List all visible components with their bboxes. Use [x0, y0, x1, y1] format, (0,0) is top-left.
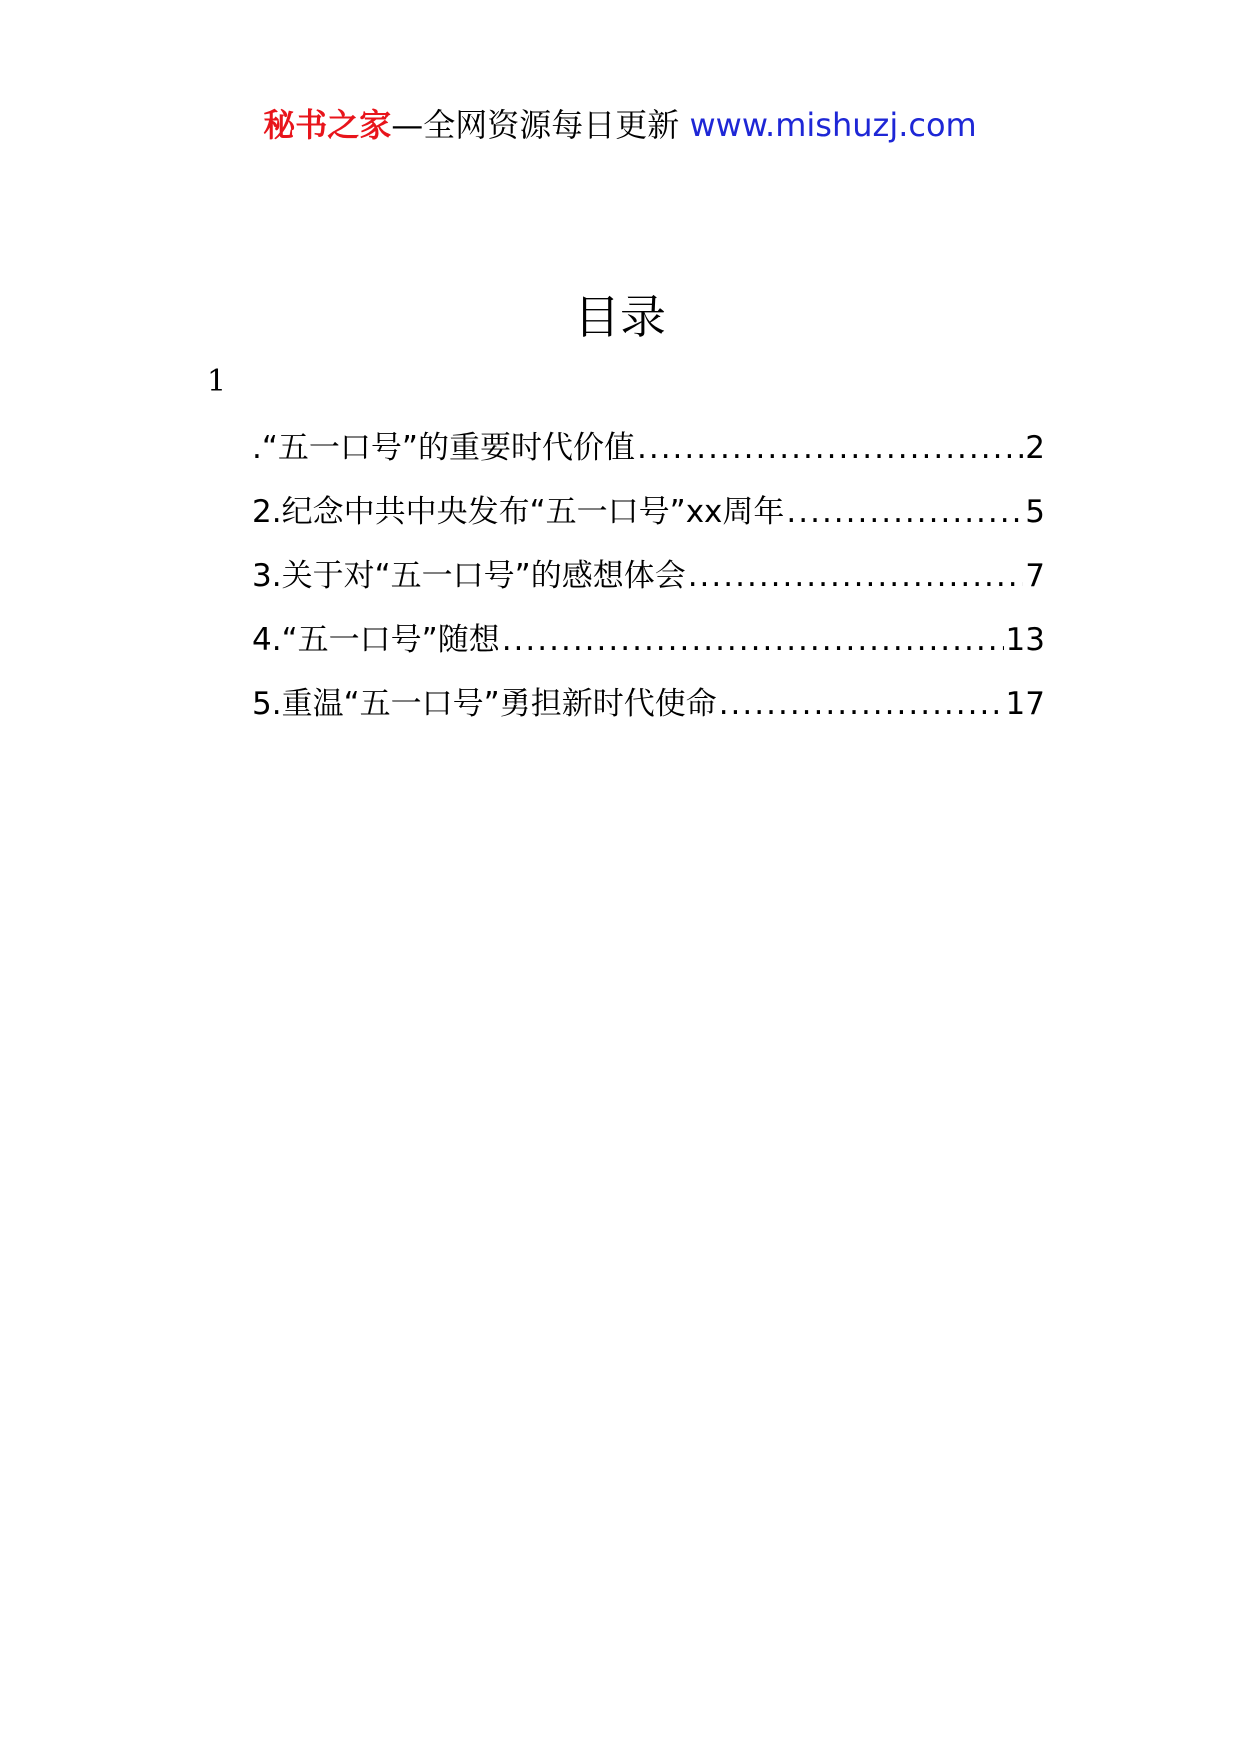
header-tagline: —全网资源每日更新 — [391, 106, 690, 144]
site-url-link[interactable]: www.mishuzj.com — [689, 106, 977, 144]
toc-entry-page: 7 — [1025, 558, 1045, 594]
toc-entry-page: 17 — [1005, 686, 1045, 722]
toc-entry[interactable] — [252, 616, 1045, 680]
page-title: 目录 — [574, 290, 666, 344]
toc-entry[interactable] — [252, 680, 1045, 744]
toc-entry[interactable] — [252, 424, 1045, 488]
toc-entry[interactable] — [252, 488, 1045, 552]
toc-entry-title: 5.重温“五一口号”勇担新时代使命 — [252, 686, 717, 722]
toc-entry-title: .“五一口号”的重要时代价值 — [252, 430, 635, 466]
toc-entry[interactable] — [252, 552, 1045, 616]
toc-entry-title: 3.关于对“五一口号”的感想体会 — [252, 558, 686, 594]
toc-dot-leader — [502, 616, 1004, 664]
toc-dot-leader — [786, 488, 1023, 536]
toc-entry-page: 5 — [1025, 494, 1045, 530]
page-marker: 1 — [207, 364, 227, 399]
toc-entry-page: 13 — [1005, 622, 1045, 658]
toc-dot-leader — [637, 424, 1023, 472]
toc-dot-leader — [688, 552, 1024, 600]
brand-name: 秘书之家 — [263, 106, 392, 144]
toc-entry-title: 2.纪念中共中央发布“五一口号”xx周年 — [252, 494, 785, 530]
toc-entry-title: 4.“五一口号”随想 — [252, 622, 500, 658]
table-of-contents — [252, 424, 1045, 744]
toc-entry-page: 2 — [1025, 430, 1045, 466]
toc-dot-leader — [719, 680, 1004, 728]
site-header — [0, 100, 1240, 150]
